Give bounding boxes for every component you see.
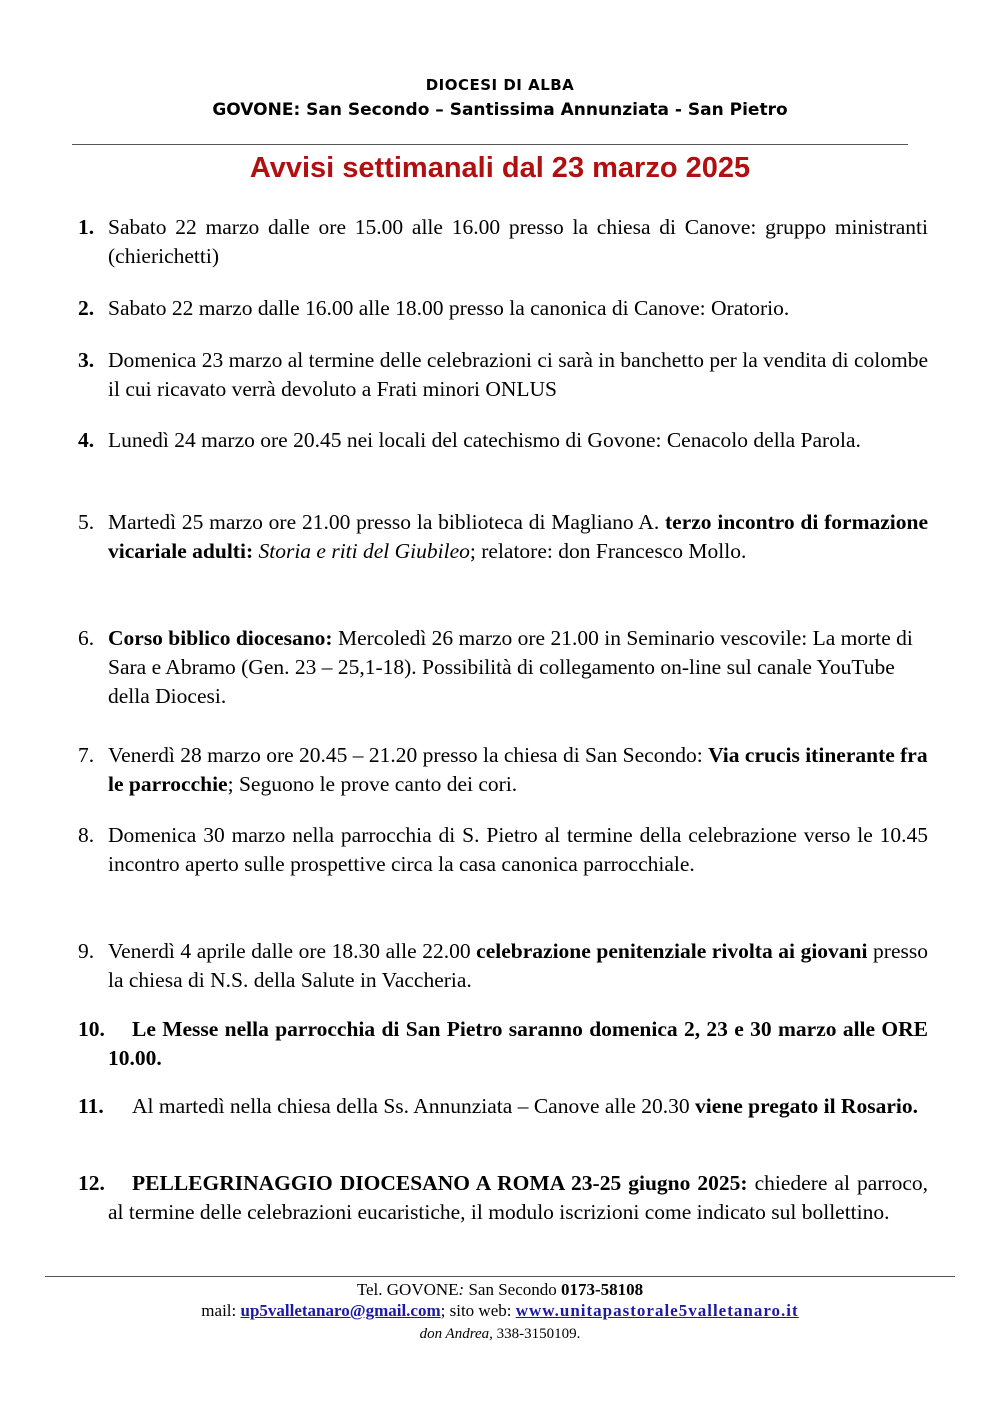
- notice-number: 4.: [78, 428, 95, 452]
- notice-item-6: [78, 624, 928, 711]
- notice-text: Domenica 30 marzo nella parrocchia di S. Pietro al termine della celebrazione verso le 10.45 incontro aperto sulle prospettive circa la casa canonica parrocchiale.: [108, 823, 928, 876]
- notice-bold-text: Via crucis itinerante fra le parrocchie: [108, 743, 928, 796]
- phone-label: Tel. GOVONE: [356, 1280, 459, 1299]
- notice-number: 7.: [78, 743, 95, 767]
- priest-phone: 338-3150109.: [492, 1326, 581, 1342]
- notice-text: Sabato 22 marzo dalle ore 15.00 alle 16.00 presso la chiesa di Canove: gruppo ministranti (chierichetti): [108, 215, 928, 268]
- footer-phone-line: [0, 1279, 1000, 1300]
- header-divider: [72, 144, 908, 145]
- page-title: Avvisi settimanali dal 23 marzo 2025: [249, 152, 751, 184]
- notice-item-10: [78, 1015, 928, 1073]
- notice-bold-text: PELLEGRINAGGIO DIOCESANO A ROMA 23-25 giugno 2025:: [132, 1171, 748, 1195]
- notice-number: 5.: [78, 510, 95, 534]
- notice-bold-text: terzo incontro di formazione vicariale adulti:: [108, 510, 928, 563]
- notice-item-12: [78, 1169, 928, 1227]
- notice-item-7: [78, 741, 928, 799]
- website-link[interactable]: www.unitapastorale5valletanaro.it: [515, 1301, 799, 1320]
- phone-place: San Secondo: [464, 1280, 562, 1299]
- notice-item-9: [78, 937, 928, 995]
- notice-text: Sabato 22 marzo dalle 16.00 alle 18.00 presso la canonica di Canove: Oratorio.: [108, 296, 790, 320]
- notice-number: 12.: [78, 1171, 105, 1195]
- notice-number: 8.: [78, 823, 95, 847]
- notice-italic-text: Storia e riti del Giubileo: [258, 539, 470, 563]
- notice-text: Mercoledì 26 marzo ore 21.00 in Seminario vescovile: La morte di Sara e Abramo (Gen. 23 – 25,1-18). Possibilità di collegamento on-line sul canale YouTube della Diocesi.: [108, 626, 913, 708]
- notice-item-2: [78, 294, 928, 323]
- phone-number: 0173-58108: [561, 1280, 644, 1299]
- parishes-heading: GOVONE: San Secondo – Santissima Annunziata - San Pietro: [212, 100, 788, 120]
- notice-number: 11.: [78, 1094, 104, 1118]
- notice-item-11: [78, 1092, 928, 1121]
- notice-bold-text: celebrazione penitenziale rivolta ai giovani: [476, 939, 868, 963]
- footer-contact-line: [0, 1300, 1000, 1321]
- mail-label: mail:: [201, 1301, 241, 1320]
- notice-bold-text: Corso biblico diocesano:: [108, 626, 333, 650]
- notice-text: ; Seguono le prove canto dei cori.: [227, 772, 518, 796]
- notice-text: presso la chiesa di N.S. della Salute in Vaccheria.: [108, 939, 928, 992]
- notice-text: Venerdì 28 marzo ore 20.45 – 21.20 presso la chiesa di San Secondo:: [108, 743, 709, 767]
- notice-item-1: [78, 213, 928, 271]
- notice-text: Lunedì 24 marzo ore 20.45 nei locali del catechismo di Govone: Cenacolo della Parola.: [108, 428, 861, 452]
- notice-text: chiedere al parroco, al termine delle celebrazioni eucaristiche, il modulo iscrizioni come indicato sul bollettino.: [108, 1171, 928, 1224]
- notice-bold-text: Le Messe nella parrocchia di San Pietro saranno domenica 2, 23 e 30 marzo alle ORE 10.00.: [108, 1017, 928, 1070]
- notice-number: 10.: [78, 1017, 105, 1041]
- notice-item-4: [78, 426, 928, 455]
- priest-name: don Andrea,: [419, 1326, 493, 1342]
- notice-text: Al martedì nella chiesa della Ss. Annunziata – Canove alle 20.30: [132, 1094, 696, 1118]
- notice-number: 2.: [78, 296, 95, 320]
- notice-text: Domenica 23 marzo al termine delle celebrazioni ci sarà in banchetto per la vendita di colombe il cui ricavato verrà devoluto a Frati minori ONLUS: [108, 348, 928, 401]
- notice-text: Martedì 25 marzo ore 21.00 presso la biblioteca di Magliano A.: [108, 510, 665, 534]
- notice-number: 9.: [78, 939, 95, 963]
- site-label: ; sito web:: [440, 1301, 516, 1320]
- footer-divider: [45, 1276, 955, 1277]
- phone-colon: :: [458, 1280, 465, 1299]
- diocese-heading: DIOCESI DI ALBA: [425, 76, 575, 94]
- notice-number: 3.: [78, 348, 95, 372]
- notice-item-5: [78, 508, 928, 566]
- notice-text: Venerdì 4 aprile dalle ore 18.30 alle 22.00: [108, 939, 477, 963]
- notice-number: 1.: [78, 215, 95, 239]
- notice-item-3: [78, 346, 928, 404]
- notice-bold-text: viene pregato il Rosario.: [695, 1094, 918, 1118]
- notice-item-8: [78, 821, 928, 879]
- notice-number: 6.: [78, 626, 95, 650]
- email-link[interactable]: up5valletanaro@gmail.com: [240, 1301, 441, 1320]
- footer-priest-line: [0, 1324, 1000, 1345]
- notice-text: ; relatore: don Francesco Mollo.: [469, 539, 747, 563]
